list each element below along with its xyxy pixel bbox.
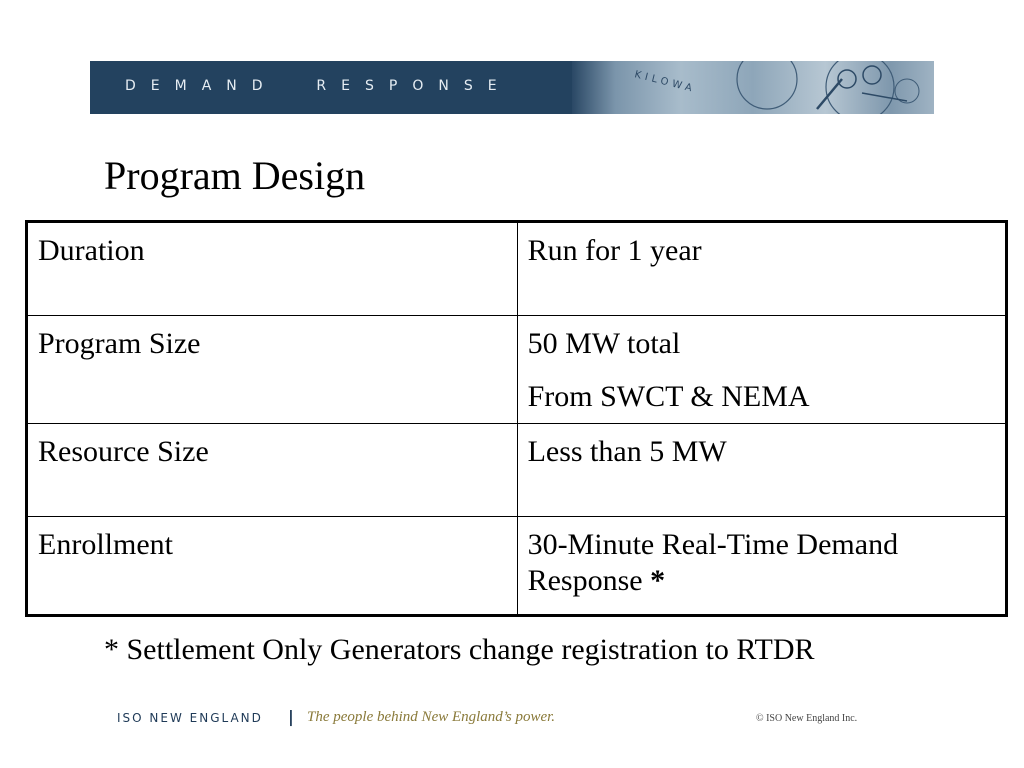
row-value [517, 424, 1006, 517]
footer-org-logo: ISO NEW ENGLAND [117, 711, 263, 725]
footer-copyright: © ISO New England Inc. [756, 713, 858, 724]
table-row [27, 316, 1007, 424]
footnote-marker: * [650, 564, 666, 597]
row-label: Enrollment [27, 517, 518, 616]
row-value-line: 30-Minute Real-Time Demand Response [527, 528, 899, 597]
row-label: Program Size [27, 316, 518, 424]
row-value-line: From SWCT & NEMA [527, 380, 810, 413]
row-value [517, 222, 1006, 316]
footer-separator: | [288, 707, 294, 726]
row-value-line: Run for 1 year [527, 234, 702, 267]
banner-photo-text: KILOWA [633, 69, 697, 96]
banner-title: DEMAND RESPONSE [125, 78, 512, 94]
meter-dial-icon [572, 61, 934, 114]
header-banner [90, 61, 934, 114]
row-value-line: 50 MW total [527, 327, 681, 360]
row-value [517, 316, 1006, 424]
row-value [517, 517, 1006, 616]
page-title: Program Design [104, 153, 366, 198]
program-design-table [25, 220, 1008, 617]
row-label: Resource Size [27, 424, 518, 517]
footer-tagline: The people behind New England’s power. [307, 709, 556, 725]
table-row [27, 517, 1007, 616]
table-row [27, 424, 1007, 517]
row-value-line: Less than 5 MW [527, 435, 727, 468]
row-label: Duration [27, 222, 518, 316]
kilowatt-meter-photo [572, 61, 934, 114]
table-row [27, 222, 1007, 316]
footnote: * Settlement Only Generators change registration to RTDR [104, 633, 815, 666]
